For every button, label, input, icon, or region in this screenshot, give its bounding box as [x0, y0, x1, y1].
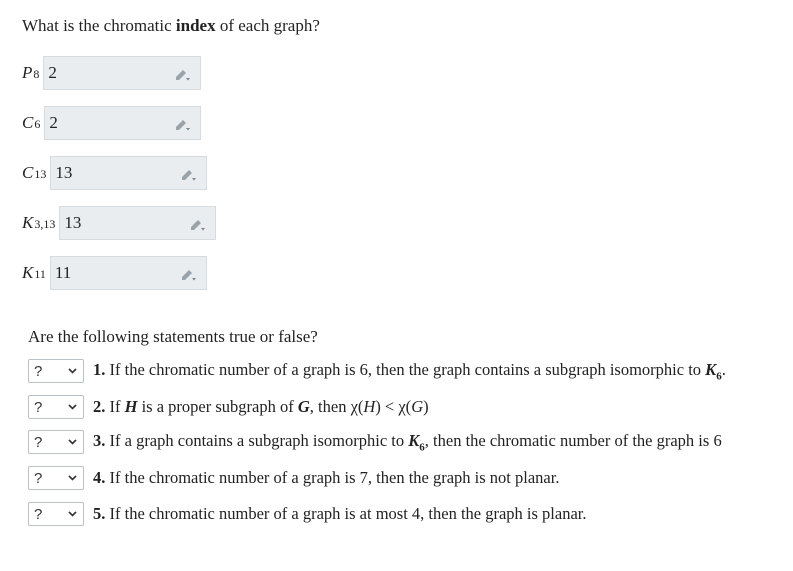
- graph-label: P 8: [22, 63, 40, 82]
- chevron-down-icon: [68, 439, 77, 445]
- answer-input[interactable]: [64, 213, 154, 233]
- true-false-select[interactable]: [28, 430, 84, 454]
- graph-label: C 13: [22, 163, 47, 182]
- pencil-dropdown-icon[interactable]: [180, 166, 198, 182]
- select-value: ?: [34, 434, 43, 451]
- answer-input[interactable]: [48, 63, 138, 83]
- statement-text: 5. If the chromatic number of a graph is at most 4, then the graph is planar.: [93, 504, 587, 523]
- statement-text: 2. If H is a proper subgraph of G, then χ(H) < χ(G): [93, 397, 429, 416]
- answer-box[interactable]: [43, 56, 201, 90]
- answer-box[interactable]: [50, 156, 207, 190]
- select-value: ?: [34, 506, 43, 523]
- pencil-dropdown-icon[interactable]: [189, 216, 207, 232]
- graph-label: C 6: [22, 113, 41, 132]
- graph-row-k11: [22, 255, 207, 291]
- statement-text: 4. If the chromatic number of a graph is 7, then the graph is not planar.: [93, 468, 560, 487]
- answer-input[interactable]: [49, 113, 139, 133]
- statement-text: 1. If the chromatic number of a graph is 6, then the graph contains a subgraph isomorphic to $K_6$.: [93, 359, 726, 383]
- answer-input[interactable]: [55, 263, 145, 283]
- statement-text: 3. If a graph contains a subgraph isomorphic to $K_6$, then the chromatic number of the graph is 6: [93, 430, 722, 454]
- statement-row-3: [28, 430, 722, 454]
- answer-box[interactable]: [59, 206, 216, 240]
- statement-row-1: [28, 359, 726, 383]
- chevron-down-icon: [68, 475, 77, 481]
- answer-box[interactable]: [50, 256, 207, 290]
- true-false-select[interactable]: [28, 502, 84, 526]
- statement-row-2: [28, 395, 429, 419]
- chevron-down-icon: [68, 368, 77, 374]
- statement-row-4: [28, 466, 559, 490]
- pencil-dropdown-icon[interactable]: [180, 266, 198, 282]
- question-1-text: What is the chromatic index of each graph?: [22, 16, 320, 35]
- question-2-text: Are the following statements true or false?: [28, 327, 318, 346]
- graph-row-c13: [22, 155, 207, 191]
- chevron-down-icon: [68, 404, 77, 410]
- pencil-dropdown-icon[interactable]: [174, 116, 192, 132]
- graph-row-c6: [22, 105, 201, 141]
- graph-row-p8: [22, 55, 201, 91]
- select-value: ?: [34, 399, 43, 416]
- answer-box[interactable]: [44, 106, 201, 140]
- chevron-down-icon: [68, 511, 77, 517]
- graph-label: K 3,13: [22, 213, 56, 232]
- true-false-select[interactable]: [28, 359, 84, 383]
- answer-input[interactable]: [55, 163, 145, 183]
- true-false-select[interactable]: [28, 395, 84, 419]
- statement-row-5: [28, 502, 587, 526]
- graph-row-k3-13: [22, 205, 216, 241]
- select-value: ?: [34, 363, 43, 380]
- select-value: ?: [34, 470, 43, 487]
- graph-label: K 11: [22, 263, 46, 282]
- pencil-dropdown-icon[interactable]: [174, 66, 192, 82]
- true-false-select[interactable]: [28, 466, 84, 490]
